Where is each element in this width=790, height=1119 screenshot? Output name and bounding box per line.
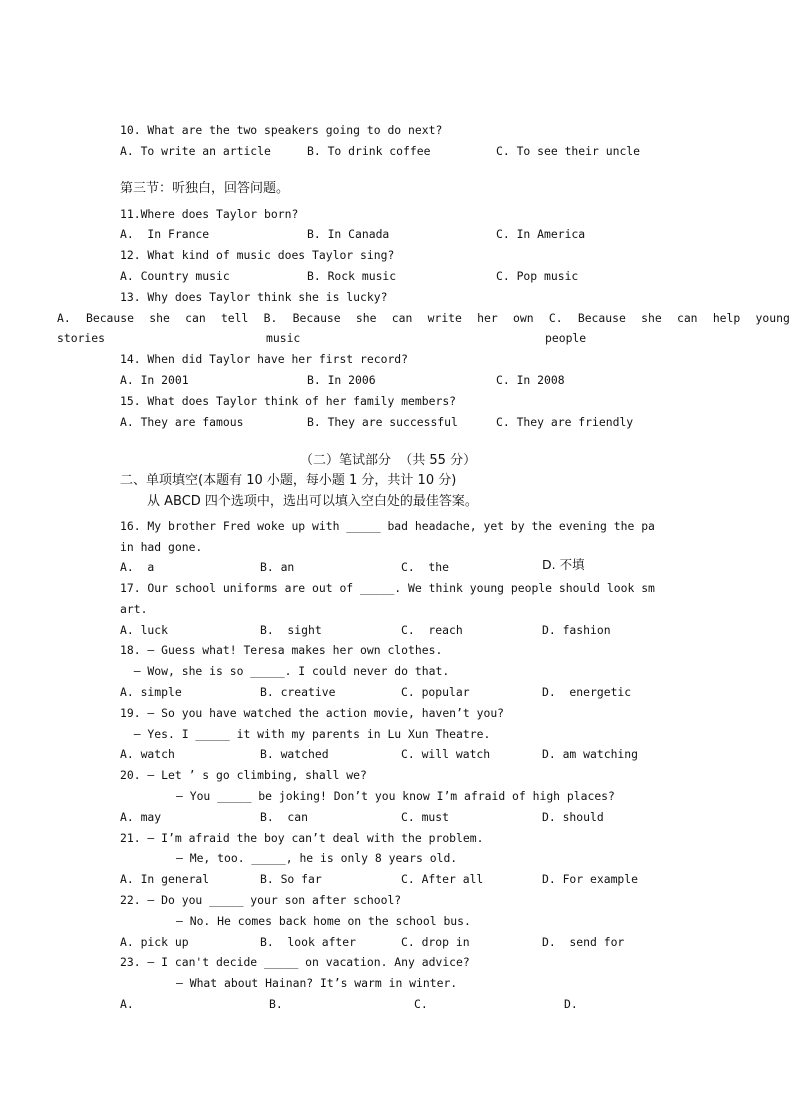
q22-option-c: C. drop in	[401, 935, 470, 949]
q22-option-a: A. pick up	[120, 935, 189, 949]
question-19-line1: 19. — So you have watched the action movie, haven’t you?	[120, 706, 505, 720]
q19-option-c: C. will watch	[401, 747, 491, 761]
question-17-line2: art.	[120, 602, 148, 616]
question-14-stem: 14. When did Taylor have her first record?	[120, 352, 409, 366]
question-12-stem: 12. What kind of music does Taylor sing?	[120, 248, 395, 262]
q22-option-b: B. look after	[260, 935, 357, 949]
q10-option-c: C. To see their uncle	[496, 144, 641, 158]
q15-option-b: B. They are successful	[307, 415, 458, 429]
q13-option-c-word: C.	[548, 311, 563, 325]
q13-option-a-word: Because	[85, 311, 134, 325]
q16-option-d: D. 不填	[542, 557, 585, 572]
q17-option-d: D. fashion	[542, 623, 611, 637]
question-20-line1: 20. — Let ’ s go climbing, shall we?	[120, 768, 367, 782]
q19-option-a: A. watch	[120, 747, 175, 761]
q12-option-c: C. Pop music	[496, 269, 579, 283]
q11-option-b: B. In Canada	[307, 227, 390, 241]
question-23-line1: 23. — I can't decide _____ on vacation. Any advice?	[120, 955, 470, 969]
q14-option-a: A. In 2001	[120, 373, 189, 387]
q20-option-d: D. should	[542, 810, 604, 824]
q23-option-b: B.	[269, 997, 283, 1011]
q13-option-c-word: Because	[577, 311, 626, 325]
q17-option-c: C. reach	[401, 623, 463, 637]
q13-options-line	[57, 311, 790, 325]
q20-option-a: A. may	[120, 810, 162, 824]
q15-option-a: A. They are famous	[120, 415, 244, 429]
question-11-stem: 11.Where does Taylor born?	[120, 207, 299, 221]
q16-option-a: A. a	[120, 560, 155, 574]
q11-option-a: A. In France	[120, 227, 210, 241]
q16-option-c: C. the	[401, 560, 450, 574]
q13-option-c-word: help	[712, 311, 741, 325]
q13-option-c-word: she	[641, 311, 662, 325]
q18-option-d: D. energetic	[542, 685, 632, 699]
q12-option-b: B. Rock music	[307, 269, 397, 283]
question-21-line1: 21. — I’m afraid the boy can’t deal with the problem.	[120, 831, 484, 845]
q14-option-c: C. In 2008	[496, 373, 565, 387]
q18-option-b: B. creative	[260, 685, 336, 699]
q21-option-d: D. For example	[542, 872, 639, 886]
q20-option-b: B. can	[260, 810, 309, 824]
q20-option-c: C. must	[401, 810, 450, 824]
q13-option-a-cont: stories	[57, 331, 106, 345]
section-2-title: 二、单项填空(本题有 10 小题，每小题 1 分，共计 10 分)	[120, 473, 457, 488]
q13-option-b-word: her	[477, 311, 498, 325]
q21-option-a: A. In general	[120, 872, 210, 886]
q11-option-c: C. In America	[496, 227, 586, 241]
question-17-line1: 17. Our school uniforms are out of _____. We think young people should look sm	[120, 581, 655, 595]
section-2-instruction: 从 ABCD 四个选项中，选出可以填入空白处的最佳答案。	[147, 494, 478, 509]
q13-option-b-word: she	[355, 311, 377, 325]
q13-option-c-cont: people	[545, 331, 587, 345]
q13-option-b-word: can	[391, 311, 413, 325]
question-16-line2: in had gone.	[120, 540, 203, 554]
q21-option-b: B. So far	[260, 872, 322, 886]
q16-option-b: B. an	[260, 560, 295, 574]
q23-option-d: D.	[564, 997, 578, 1011]
q18-option-c: C. popular	[401, 685, 470, 699]
question-19-line2: — Yes. I _____ it with my parents in Lu Xun Theatre.	[120, 727, 491, 741]
q19-option-d: D. am watching	[542, 747, 639, 761]
q13-option-b-word: B.	[263, 311, 278, 325]
q23-option-a: A.	[120, 997, 134, 1011]
question-20-line2: — You _____ be joking! Don’t you know I’m afraid of high places?	[176, 789, 615, 803]
q18-option-a: A. simple	[120, 685, 182, 699]
question-10-stem: 10. What are the two speakers going to do next?	[120, 123, 443, 137]
q13-option-b-cont: music	[266, 331, 301, 345]
q13-option-a-word: tell	[220, 311, 249, 325]
written-part-title: （二）笔试部分 （共 55 分）	[300, 453, 477, 468]
q10-option-a: A. To write an article	[120, 144, 271, 158]
q17-option-b: B. sight	[260, 623, 322, 637]
q12-option-a: A. Country music	[120, 269, 230, 283]
q13-option-c-word: can	[676, 311, 698, 325]
question-23-line2: — What about Hainan? It’s warm in winter.	[176, 976, 458, 990]
question-16-line1: 16. My brother Fred woke up with _____ bad headache, yet by the evening the pa	[120, 519, 655, 533]
question-13-stem: 13. Why does Taylor think she is lucky?	[120, 290, 388, 304]
section-3-title: 第三节：听独白，回答问题。	[120, 181, 290, 196]
q13-option-a-word: she	[149, 311, 170, 325]
q23-option-c: C.	[414, 997, 428, 1011]
question-15-stem: 15. What does Taylor think of her family members?	[120, 394, 457, 408]
q13-option-a-word: A.	[57, 311, 71, 325]
question-22-line1: 22. — Do you _____ your son after school?	[120, 893, 402, 907]
q13-option-c-word: young	[755, 311, 790, 325]
q14-option-b: B. In 2006	[307, 373, 376, 387]
question-18-line1: 18. — Guess what! Teresa makes her own clothes.	[120, 643, 443, 657]
question-22-line2: — No. He comes back home on the school bus.	[176, 914, 471, 928]
q13-option-b-word: own	[513, 311, 534, 325]
q21-option-c: C. After all	[401, 872, 484, 886]
q17-option-a: A. luck	[120, 623, 169, 637]
question-21-line2: — Me, too. _____, he is only 8 years old.	[176, 851, 458, 865]
q10-option-b: B. To drink coffee	[307, 144, 431, 158]
q15-option-c: C. They are friendly	[496, 415, 634, 429]
question-18-line2: — Wow, she is so _____. I could never do that.	[120, 664, 450, 678]
q13-option-b-word: write	[427, 311, 462, 325]
q13-option-a-word: can	[185, 311, 206, 325]
q19-option-b: B. watched	[260, 747, 329, 761]
q22-option-d: D. send for	[542, 935, 625, 949]
q13-option-b-word: Because	[292, 311, 341, 325]
